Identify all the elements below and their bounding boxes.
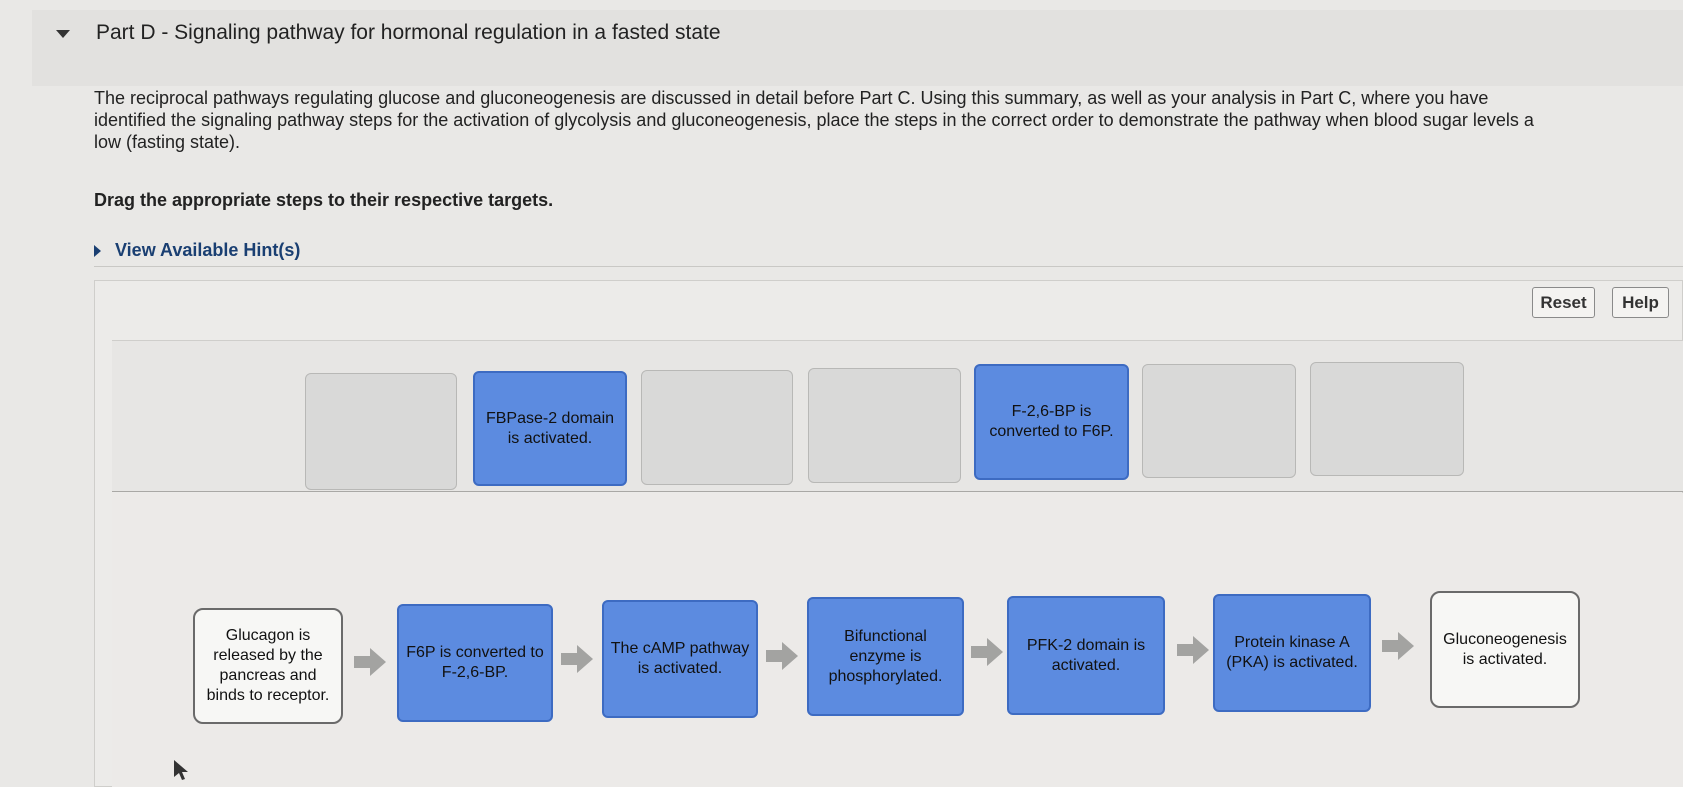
draggable-step-card[interactable]: [807, 597, 964, 716]
draggable-step-card[interactable]: [397, 604, 553, 722]
instruction-text: Drag the appropriate steps to their respective targets.: [94, 190, 554, 210]
pathway-end-node: [1430, 591, 1580, 708]
description-line: The reciprocal pathways regulating glucose and gluconeogenesis are discussed in detail before Part C. Using this summary, as well as your analysis in Part C, where you have: [94, 88, 1489, 108]
right-arrow-icon: [354, 648, 386, 676]
part-title: Part D - Signaling pathway for hormonal regulation in a fasted state: [96, 21, 721, 44]
description-line: low (fasting state).: [94, 132, 241, 152]
view-hints-label: View Available Hint(s): [115, 240, 301, 260]
view-hints-toggle[interactable]: [94, 240, 300, 261]
collapse-caret-icon[interactable]: [56, 30, 70, 38]
divider: [94, 266, 1683, 267]
right-arrow-icon: [1382, 632, 1414, 660]
drop-target-slot[interactable]: [808, 368, 961, 483]
step-label: FBPase-2 domain is activated.: [485, 409, 615, 447]
help-button[interactable]: Help: [1612, 287, 1669, 318]
right-arrow-icon: [561, 645, 593, 673]
right-arrow-icon: [971, 638, 1003, 666]
description-line: identified the signaling pathway steps for the activation of glycolysis and gluconeogenesis, place the steps in the correct order to demonstrate the pathway when blood sugar levels a: [94, 110, 1534, 130]
mouse-pointer-icon: [174, 760, 188, 780]
reset-button[interactable]: Reset: [1532, 287, 1595, 318]
step-label: F6P is converted to F-2,6-BP.: [406, 644, 544, 681]
step-label: PFK-2 domain is activated.: [1026, 636, 1146, 674]
step-label: The cAMP pathway is activated.: [610, 640, 750, 677]
drop-target-slot[interactable]: [1310, 362, 1464, 476]
placed-step-card[interactable]: [974, 364, 1129, 480]
draggable-step-card[interactable]: [602, 600, 758, 718]
drop-target-slot[interactable]: [305, 373, 457, 490]
right-arrow-icon: [1177, 636, 1209, 664]
step-label: Bifunctional enzyme is phosphorylated.: [828, 627, 943, 685]
step-label: Protein kinase A (PKA) is activated.: [1226, 634, 1358, 671]
drop-target-slot[interactable]: [1142, 364, 1296, 478]
drop-target-slot[interactable]: [641, 370, 793, 485]
end-label: Gluconeogenesis is activated.: [1443, 630, 1567, 668]
draggable-step-card[interactable]: [1213, 594, 1371, 712]
step-label: F-2,6-BP is converted to F6P.: [989, 403, 1114, 440]
caret-right-icon: [94, 245, 101, 257]
draggable-step-card[interactable]: [1007, 596, 1165, 715]
pathway-start-node: [193, 608, 343, 724]
start-label: Glucagon is released by the pancreas and binds to receptor.: [206, 627, 330, 704]
right-arrow-icon: [766, 642, 798, 670]
problem-description: [94, 87, 1683, 153]
placed-step-card[interactable]: [473, 371, 627, 486]
